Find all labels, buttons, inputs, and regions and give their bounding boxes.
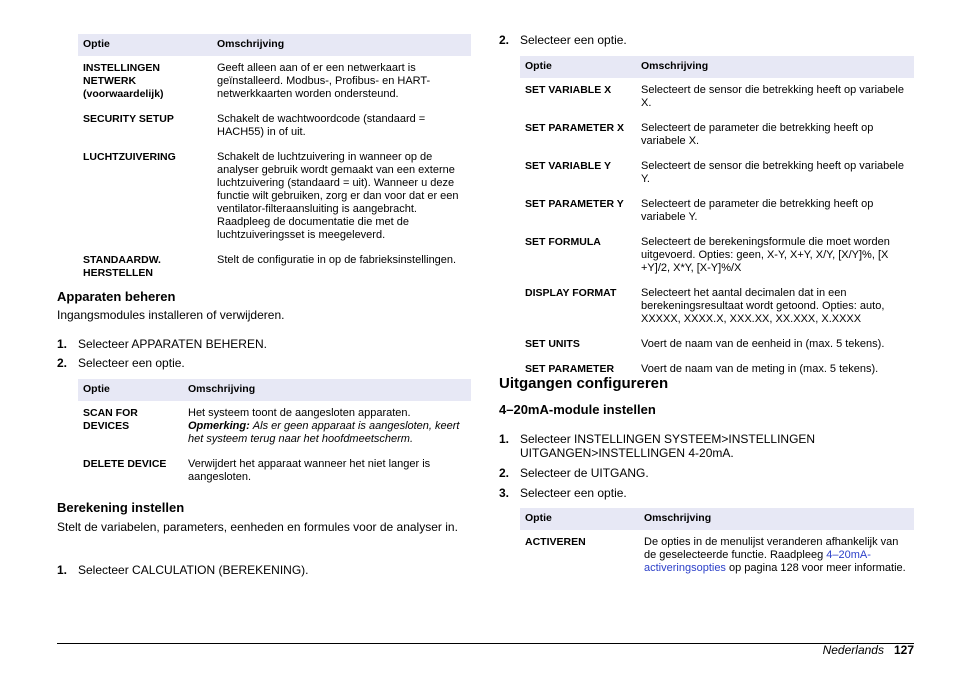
- option-key: SET FORMULA: [525, 236, 601, 248]
- step: 2. Selecteer de UITGANG.: [499, 466, 649, 480]
- step: 3. Selecteer een optie.: [499, 486, 627, 500]
- option-desc: Schakelt de wachtwoordcode (standaard = HACH55) in of uit.: [217, 113, 426, 138]
- option-key: SET VARIABLE Y: [525, 160, 611, 172]
- option-desc: Selecteert het aantal decimalen dat in een berekeningsresultaat wordt getoond. Opties: auto, XXXXX, XXXX.X, XXX.XX, XX.XXX, X.XXXX: [641, 287, 885, 325]
- option-desc: Selecteert de parameter die betrekking heeft op variabele Y.: [641, 198, 874, 223]
- output-table: [520, 508, 914, 581]
- col-header-optie: Optie: [78, 34, 212, 56]
- option-key: SET UNITS: [525, 338, 580, 350]
- step: 2. Selecteer een optie.: [57, 356, 185, 370]
- table-row: [78, 145, 471, 248]
- table-row: [520, 116, 914, 154]
- option-key: SET PARAMETER Y: [525, 198, 624, 210]
- subheading-4-20ma: 4–20mA-module instellen: [499, 402, 656, 417]
- option-key: SCAN FOR DEVICES: [83, 407, 138, 432]
- table-row: [520, 78, 914, 116]
- devices-table: [78, 379, 471, 490]
- option-desc: Selecteert de sensor die betrekking heeft op variabele Y.: [641, 160, 904, 185]
- note-label: Opmerking:: [188, 420, 250, 432]
- table-row: [520, 192, 914, 230]
- option-desc: Voert de naam van de eenheid in (max. 5 tekens).: [641, 338, 885, 350]
- heading-apparaten: Apparaten beheren: [57, 289, 176, 304]
- col-header-optie: Optie: [520, 56, 636, 78]
- settings-table: [78, 34, 471, 286]
- option-desc: Voert de naam van de meting in (max. 5 tekens).: [641, 363, 879, 375]
- option-key: SECURITY SETUP: [83, 113, 174, 125]
- right-table-1: [520, 56, 914, 382]
- step: 1. Selecteer INSTELLINGEN SYSTEEM>INSTELLINGEN UITGANGEN>INSTELLINGEN 4-20mA.: [499, 432, 816, 460]
- option-desc: Selecteert de parameter die betrekking heeft op variabele X.: [641, 122, 874, 147]
- option-key: DISPLAY FORMAT: [525, 287, 617, 299]
- page-number: 127: [893, 643, 914, 657]
- col-header-optie: Optie: [520, 508, 639, 530]
- table-row: [520, 530, 914, 581]
- note-text: Als er geen apparaat is aangesloten, keert het systeem terug naar het hoofdmeetscherm.: [188, 420, 460, 445]
- col-header-omschrijving: Omschrijving: [636, 56, 914, 78]
- option-key: DELETE DEVICE: [83, 458, 167, 470]
- option-key: SET VARIABLE X: [525, 84, 612, 96]
- left-table-1: [78, 34, 471, 286]
- option-desc: De opties in de menulijst veranderen afhankelijk van de geselecteerde functie. Raadpleeg 4–20mA-activeringsopties op pagina 128 voor meer informatie.: [644, 536, 906, 574]
- activation-options-link[interactable]: 4–20mA-activeringsopties: [644, 549, 871, 574]
- page-footer: [823, 643, 914, 657]
- table-row: [78, 452, 471, 490]
- table-row: [78, 401, 471, 452]
- option-desc: Verwijdert het apparaat wanneer het niet langer is aangesloten.: [188, 458, 431, 483]
- apparaten-intro: Ingangsmodules installeren of verwijderen.: [57, 308, 285, 322]
- col-header-omschrijving: Omschrijving: [639, 508, 914, 530]
- col-header-omschrijving: Omschrijving: [212, 34, 471, 56]
- heading-uitgangen: Uitgangen configureren: [499, 375, 669, 392]
- option-key: LUCHTZUIVERING: [83, 151, 176, 163]
- step: 2. Selecteer een optie.: [499, 33, 627, 47]
- option-desc: Geeft alleen aan of er een netwerkaart is geïnstalleerd. Modbus-, Profibus- en HART-netwerkkaarten worden ondersteund.: [217, 62, 431, 100]
- option-key: SET PARAMETER: [525, 363, 615, 375]
- col-header-omschrijving: Omschrijving: [183, 379, 471, 401]
- option-desc: Schakelt de luchtzuivering in wanneer op de analyser gebruik wordt gemaakt van een externe luchtzuivering (standaard = uit). Wanneer u deze functie wilt gebruiken, zorg er dan voor dat er een ventilator-filteraansluiting is aangebracht. Raadpleeg de documentatie die met de luchtzuiveringsset is meegeleverd.: [217, 151, 459, 241]
- col-header-optie: Optie: [78, 379, 183, 401]
- option-desc: Selecteert de sensor die betrekking heeft op variabele X.: [641, 84, 904, 109]
- calculation-table: [520, 56, 914, 382]
- table-row: [78, 107, 471, 145]
- option-key: ACTIVEREN: [525, 536, 586, 548]
- berekening-intro: Stelt de variabelen, parameters, eenheden en formules voor de analyser in.: [57, 520, 458, 534]
- step: 1. Selecteer APPARATEN BEHEREN.: [57, 337, 267, 351]
- table-row: [520, 281, 914, 332]
- option-key: STANDAARDW. HERSTELLEN: [83, 254, 161, 279]
- option-desc: Stelt de configuratie in op de fabrieksinstellingen.: [217, 254, 457, 266]
- left-table-2: [78, 379, 471, 490]
- option-desc: Selecteert de berekeningsformule die moet worden uitgevoerd. Opties: geen, X-Y, X+Y, X/Y, [X/Y]%, [X +Y]/2, X*Y, [X-Y]%/X: [641, 236, 890, 274]
- heading-berekening: Berekening instellen: [57, 500, 185, 515]
- option-key: INSTELLINGEN NETWERK (voorwaardelijk): [83, 62, 164, 100]
- table-row: [78, 56, 471, 107]
- table-row: [520, 230, 914, 281]
- step: 1. Selecteer CALCULATION (BEREKENING).: [57, 563, 309, 577]
- footer-language: Nederlands: [822, 643, 884, 657]
- table-row: [520, 154, 914, 192]
- right-table-2: [520, 508, 914, 581]
- table-row: [520, 332, 914, 357]
- table-row: [78, 248, 471, 286]
- option-key: SET PARAMETER X: [525, 122, 624, 134]
- option-desc: Het systeem toont de aangesloten apparaten. Opmerking: Als er geen apparaat is aangesloten, keert het systeem terug naar het hoofdmeetscherm.: [188, 407, 460, 445]
- footer-divider: [57, 643, 914, 644]
